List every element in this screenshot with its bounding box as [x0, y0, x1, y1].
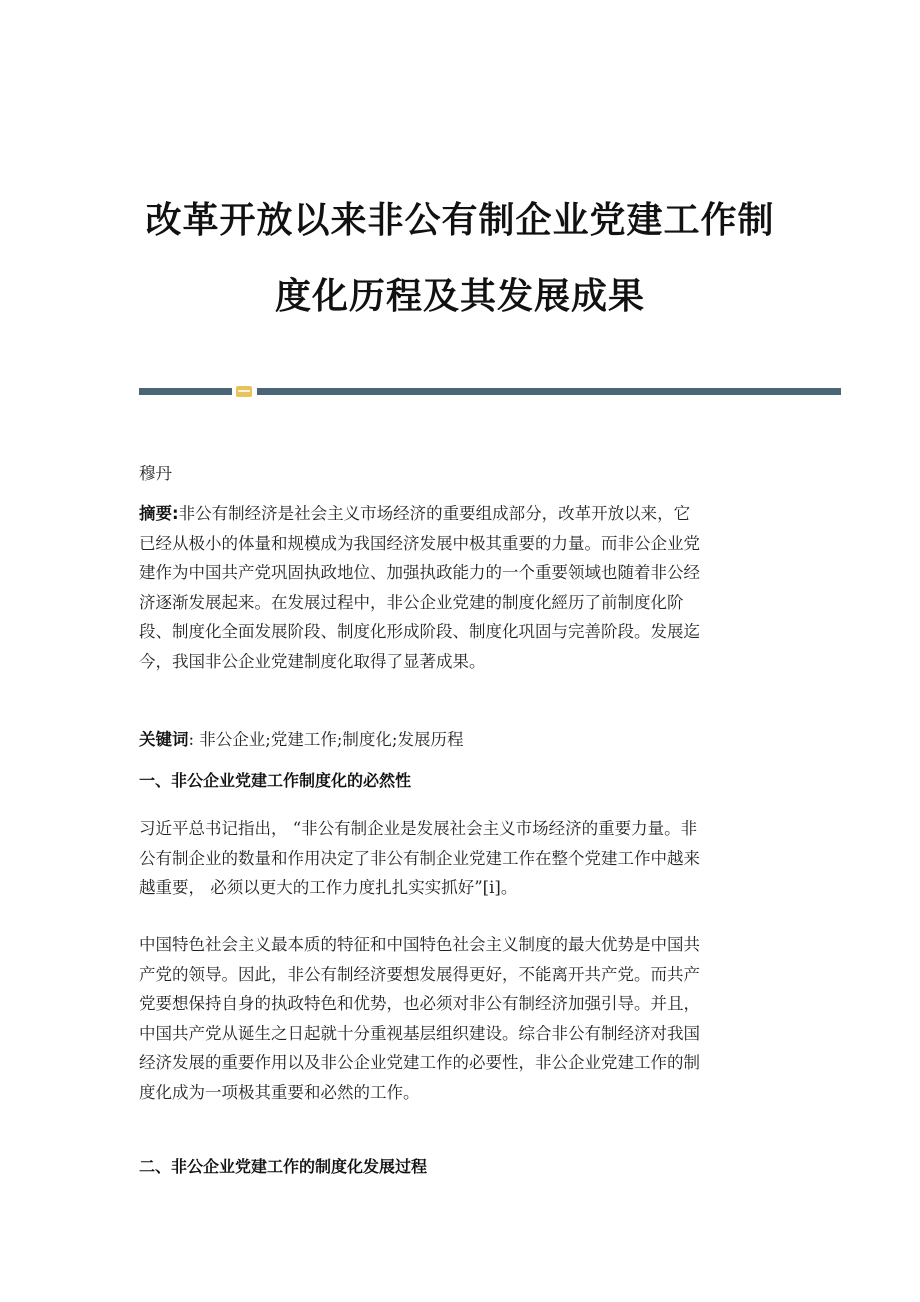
abstract-line-3: 建作为中国共产党巩固执政地位、加强执政能力的一个重要领域也随着非公经: [139, 563, 700, 582]
section-heading-2: 二、非公企业党建工作的制度化发展过程: [139, 1157, 428, 1176]
abstract-line-1: [139, 499, 781, 529]
paragraph-line: 中国特色社会主义最本质的特征和中国特色社会主义制度的最大优势是中国共: [139, 935, 700, 954]
paragraph-line: 度化成为一项极其重要和必然的工作。: [139, 1082, 420, 1102]
paragraph-line: 产党的领导。因此，非公有制经济要想发展得更好，不能离开共产党。而共产: [139, 964, 700, 984]
author-name: 穆丹: [139, 464, 172, 483]
abstract-line-4: 济逐渐发展起来。在发展过程中，非公企业党建的制度化經历了前制度化阶: [139, 592, 684, 612]
abstract-line-5: 段、制度化全面发展阶段、制度化形成阶段、制度化巩固与完善阶段。发展迄: [139, 622, 700, 641]
abstract-label: 摘要:: [139, 504, 179, 523]
divider-bar-left: [139, 388, 232, 395]
paragraph-line: 习近平总书记指出， “非公有制企业是发展社会主义市场经济的重要力量。非: [139, 819, 698, 838]
section-heading-1: 一、非公企业党建工作制度化的必然性: [139, 771, 412, 790]
abstract: [139, 499, 781, 676]
document-title-line-1: 改革开放以来非公有制企业党建工作制: [145, 200, 775, 241]
divider-ornament-icon: [236, 386, 252, 397]
keywords-label: 关键词: [139, 730, 189, 749]
paragraph-1: [139, 814, 781, 903]
paragraph-line: 越重要， 必须以更大的工作力度扎扎实实抓好”[i]。: [139, 878, 518, 897]
abstract-line-6: 今，我国非公企业党建制度化取得了显著成果。: [139, 651, 486, 671]
paragraph-line: 公有制企业的数量和作用决定了非公有制企业党建工作在整个党建工作中越来: [139, 848, 700, 868]
abstract-text: 非公有制经济是社会主义市场经济的重要组成部分，改革开放以来，它: [178, 504, 691, 523]
keywords-text: : 非公企业;党建工作;制度化;发展历程: [188, 730, 464, 749]
divider-bar-right: [257, 388, 841, 395]
paragraph-2: [139, 930, 781, 1107]
paragraph-line: 党要想保持自身的执政特色和优势，也必须对非公有制经济加强引导。并且，: [139, 994, 700, 1013]
abstract-line-2: 已经从极小的体量和规模成为我国经济发展中极其重要的力量。而非公企业党: [139, 533, 700, 553]
title-divider: [139, 386, 841, 396]
keywords: [139, 725, 781, 755]
paragraph-line: 经济发展的重要作用以及非公企业党建工作的必要性，非公企业党建工作的制: [139, 1053, 700, 1072]
document-title-line-2: 度化历程及其发展成果: [274, 276, 645, 317]
paragraph-line: 中国共产党从诞生之日起就十分重视基层组织建设。综合非公有制经济对我国: [139, 1023, 700, 1043]
